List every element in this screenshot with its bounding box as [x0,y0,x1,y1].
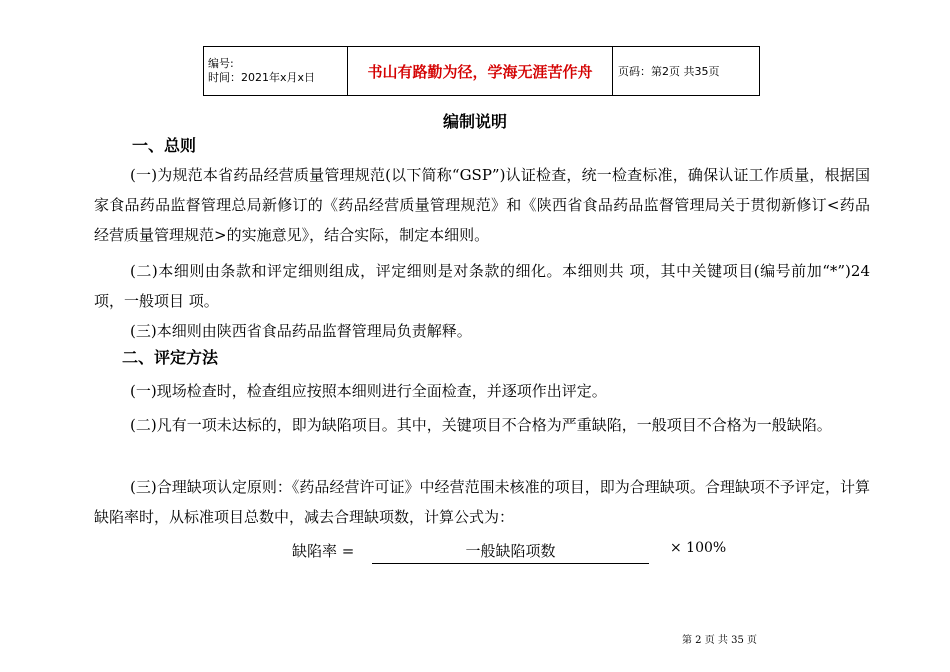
document-header-table [203,46,760,96]
page-footer: 第 2 页 共 35 页 [682,635,757,646]
paragraph-general-1: (一)为规范本省药品经营质量管理规范(以下简称“GSP”)认证检查，统一检查标准，确保认证工作质量，根据国家食品药品监督管理总局新修订的《药品经营质量管理规范》和《陕西省食品药品监督管理局关于贯彻新修订<药品经营质量管理规范>的实施意见》，结合实际，制定本细则。 [94,166,870,244]
formula-label: 缺陷率 = [292,542,355,560]
paragraph-method-3: (三)合理缺项认定原则：《药品经营许可证》中经营范围未核准的项目，即为合理缺项。合理缺项不予评定，计算缺陷率时，从标准项目总数中，减去合理缺项数，计算公式为： [94,478,870,526]
time-label: 时间：2021年x月x日 [208,71,316,84]
formula-multiplier: × 100% [670,540,727,556]
paragraph-method-2: (二)凡有一项未达标的，即为缺陷项目。其中，关键项目不合格为严重缺陷，一般项目不合格为一般缺陷。 [130,416,832,434]
header-meta-cell [204,47,348,96]
document-title: 编制说明 [442,112,507,131]
paragraph-general-2: (二)本细则由条款和评定细则组成，评定细则是对条款的细化。本细则共 项，其中关键项目(编号前加“*”)24项，一般项目 项。 [94,262,870,310]
section-heading-method: 二、评定方法 [122,348,219,367]
formula-numerator: 一般缺陷项数 [465,542,556,560]
serial-number-label: 编号: [208,57,234,70]
paragraph-method-1: (一)现场检查时，检查组应按照本细则进行全面检查，并逐项作出评定。 [130,382,607,400]
header-motto: 书山有路勤为径，学海无涯苦作舟 [348,47,613,96]
paragraph-general-3: (三)本细则由陕西省食品药品监督管理局负责解释。 [130,322,472,340]
section-heading-general: 一、总则 [132,136,197,155]
formula-fraction-line [372,563,649,564]
header-page-code: 页码：第2页 共35页 [613,47,760,96]
